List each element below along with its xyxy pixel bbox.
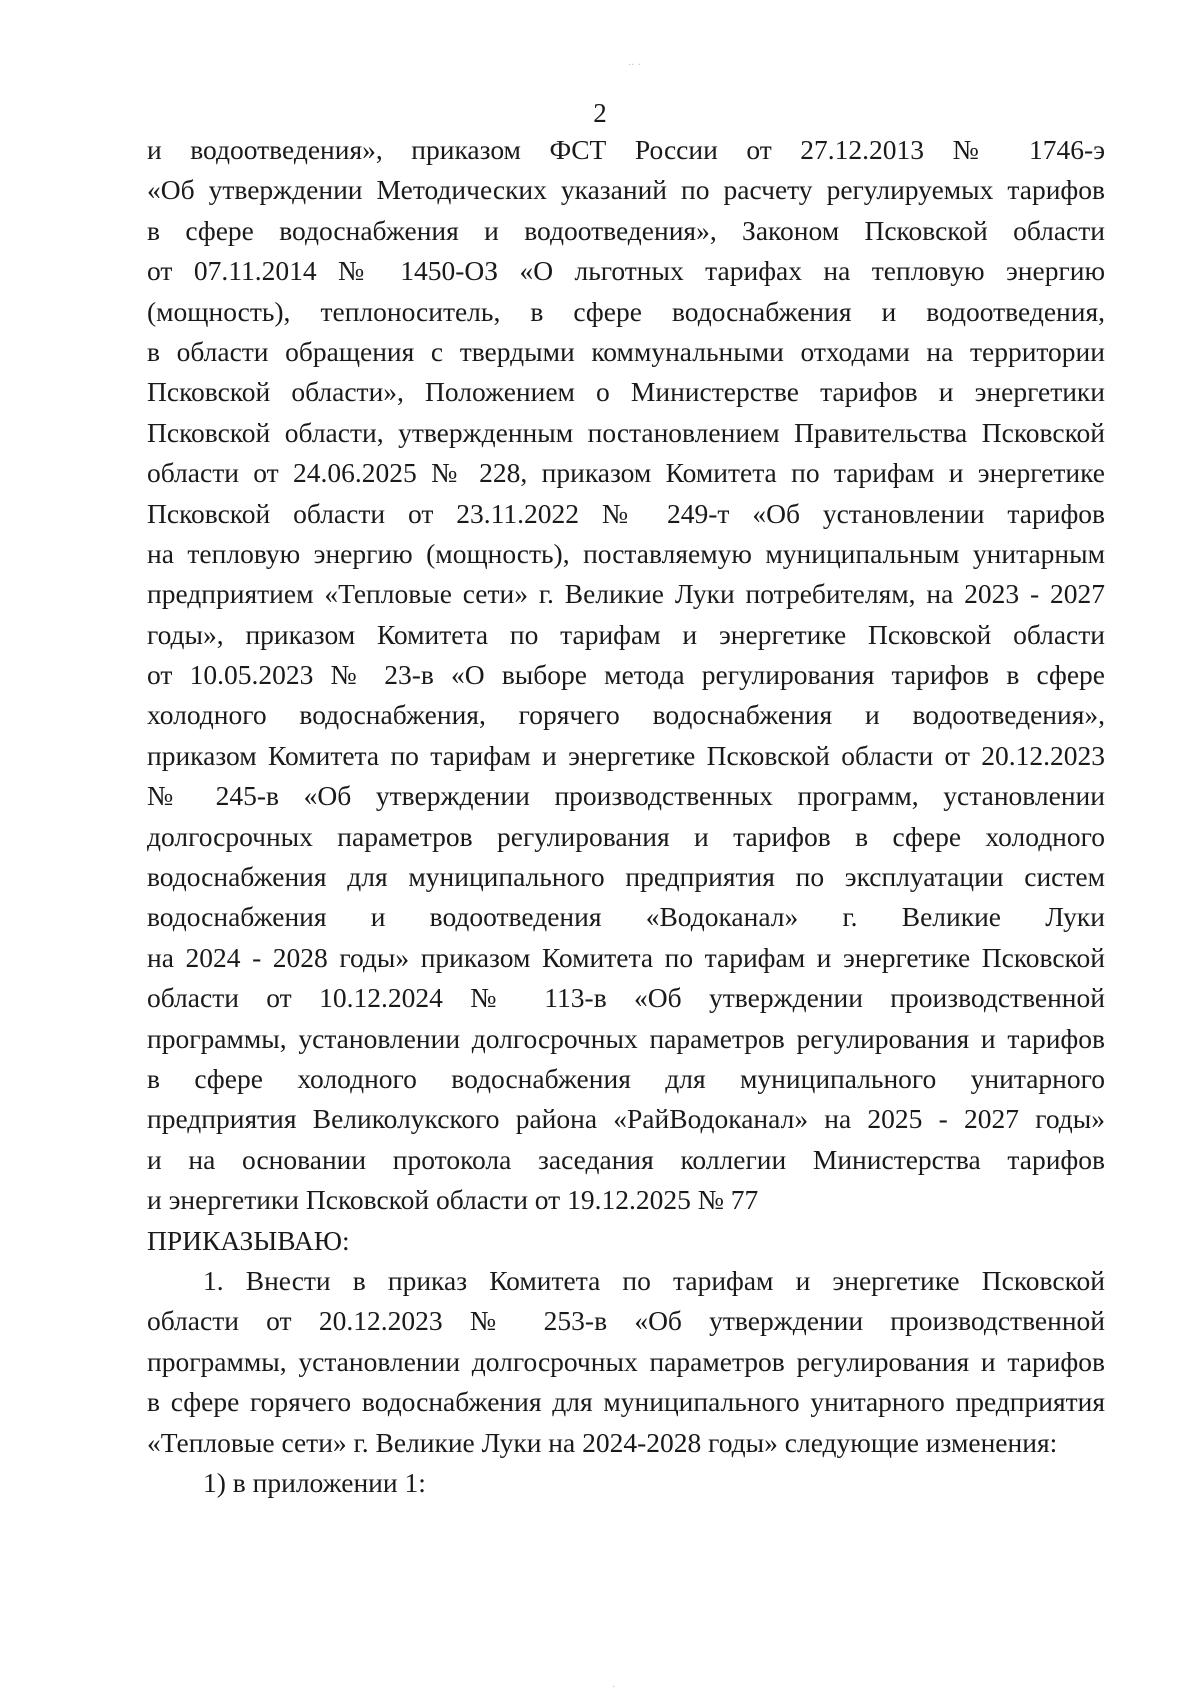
scan-speck: ·· · [628, 60, 641, 71]
text-line: предприятия Великолукского района «РайВодоканал» на 2025 - 2027 годы» [147, 1103, 1105, 1135]
text-line: (мощность), теплоноситель, в сфере водоснабжения и водоотведения, [147, 295, 1105, 327]
text-line: предприятием «Тепловые сети» г. Великие Луки потребителям, на 2023 - 2027 [147, 578, 1105, 610]
text-line: приказом Комитета по тарифам и энергетике Псковской области от 20.12.2023 [147, 739, 1105, 771]
text-line: Псковской области», Положением о Министерстве тарифов и энергетики [147, 376, 1105, 408]
text-line: «Тепловые сети» г. Великие Луки на 2024-2028 годы» следующие изменения: [147, 1426, 1058, 1458]
text-line: области от 10.12.2024 № 113-в «Об утверждении производственной [147, 982, 1105, 1014]
subitem-1: 1) в приложении 1: [203, 1466, 426, 1498]
text-line: в области обращения с твердыми коммунальными отходами на территории [147, 335, 1105, 367]
preamble-paragraph [147, 130, 1105, 1221]
text-line: годы», приказом Комитета по тарифам и энергетике Псковской области [147, 618, 1105, 650]
text-line: в сфере холодного водоснабжения для муниципального унитарного [147, 1062, 1105, 1094]
text-line: и энергетики Псковской области от 19.12.2025 № 77 [147, 1184, 759, 1216]
text-line: в сфере водоснабжения и водоотведения», Законом Псковской области [147, 214, 1105, 246]
text-line: в сфере горячего водоснабжения для муниципального унитарного предприятия [147, 1386, 1105, 1418]
text-line: области от 20.12.2023 № 253-в «Об утверждении производственной [147, 1305, 1105, 1337]
text-line: Псковской области от 23.11.2022 № 249-т «Об установлении тарифов [147, 497, 1105, 529]
document-body [147, 130, 1105, 1503]
text-line: № 245-в «Об утверждении производственных программ, установлении [147, 780, 1105, 812]
text-line: области от 24.06.2025 № 228, приказом Комитета по тарифам и энергетике [147, 457, 1105, 489]
text-line: долгосрочных параметров регулирования и тарифов в сфере холодного [147, 820, 1105, 852]
text-line: на 2024 - 2028 годы» приказом Комитета по тарифам и энергетике Псковской [147, 941, 1105, 973]
text-line: программы, установлении долгосрочных параметров регулирования и тарифов [147, 1345, 1105, 1377]
text-line: и водоотведения», приказом ФСТ России от 27.12.2013 № 1746-э [147, 134, 1105, 165]
text-line: и на основании протокола заседания коллегии Министерства тарифов [147, 1143, 1105, 1175]
page-number: 2 [593, 98, 607, 128]
text-line: Псковской области, утвержденным постановлением Правительства Псковской [147, 416, 1105, 448]
text-line: холодного водоснабжения, горячего водоснабжения и водоотведения», [147, 699, 1105, 731]
text-line: «Об утверждении Методических указаний по расчету регулируемых тарифов [147, 174, 1105, 206]
scan-speck: · [612, 1682, 616, 1693]
text-line: водоснабжения для муниципального предприятия по эксплуатации систем [147, 861, 1105, 893]
text-line: водоснабжения и водоотведения «Водоканал» г. Великие Луки [147, 901, 1105, 933]
text-line: на тепловую энергию (мощность), поставляемую муниципальным унитарным [147, 537, 1105, 569]
order-heading: ПРИКАЗЫВАЮ: [147, 1224, 350, 1256]
text-line: 1. Внести в приказ Комитета по тарифам и энергетике Псковской [203, 1264, 1105, 1296]
text-line: программы, установлении долгосрочных параметров регулирования и тарифов [147, 1022, 1105, 1054]
text-line: от 10.05.2023 № 23-в «О выборе метода регулирования тарифов в сфере [147, 659, 1105, 691]
item-1-paragraph [147, 1261, 1105, 1463]
text-line: от 07.11.2014 № 1450-ОЗ «О льготных тарифах на тепловую энергию [147, 255, 1105, 287]
